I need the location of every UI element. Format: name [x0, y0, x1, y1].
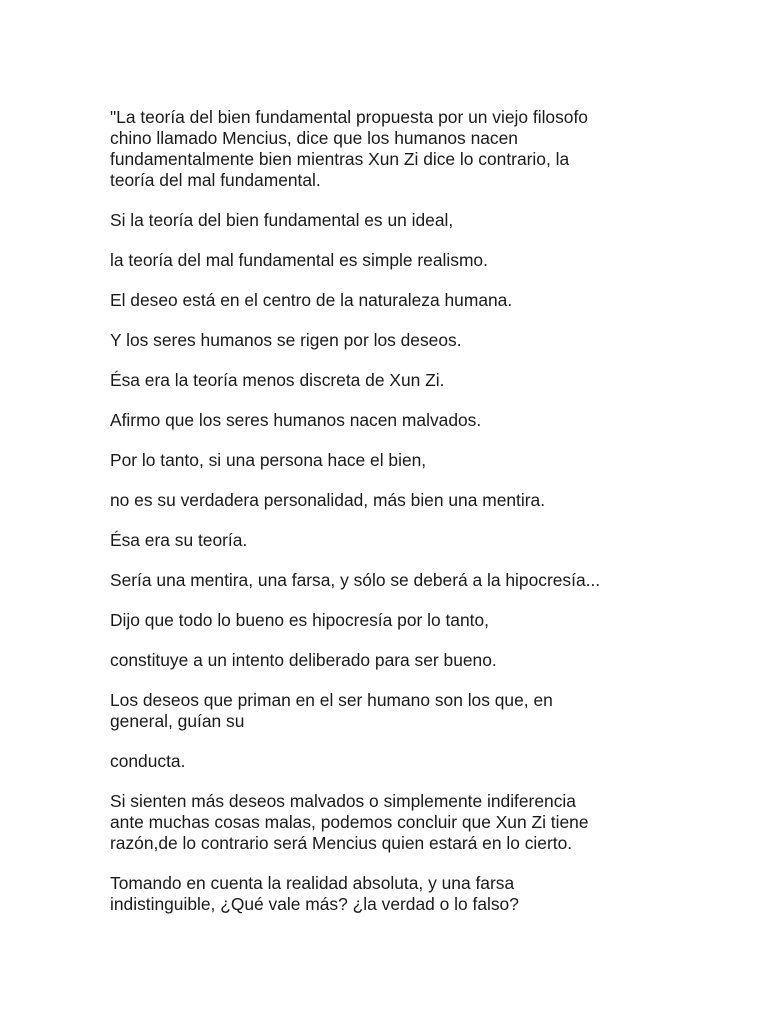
text-line: Ésa era su teoría. [110, 530, 248, 550]
text-line: Si la teoría del bien fundamental es un ideal, [110, 210, 454, 230]
text-line: no es su verdadera personalidad, más bien una mentira. [110, 490, 546, 510]
paragraph-9 [110, 490, 670, 511]
text-line: chino llamado Mencius, dice que los humanos nacen [110, 128, 518, 148]
paragraph-10 [110, 530, 670, 551]
paragraph-15 [110, 751, 670, 772]
text-line: Si sienten más deseos malvados o simplemente indiferencia [110, 791, 576, 811]
text-line: Los deseos que priman en el ser humano son los que, en [110, 690, 553, 710]
text-line: "La teoría del bien fundamental propuesta por un viejo filosofo [110, 107, 588, 127]
paragraph-14 [110, 690, 670, 732]
text-line: fundamentalmente bien mientras Xun Zi dice lo contrario, la [110, 149, 570, 169]
paragraph-8 [110, 450, 670, 471]
text-line: general, guían su [110, 711, 245, 731]
text-line: Sería una mentira, una farsa, y sólo se deberá a la hipocresía... [110, 570, 601, 590]
text-line: ante muchas cosas malas, podemos concluir que Xun Zi tiene [110, 812, 589, 832]
paragraph-13 [110, 650, 670, 671]
paragraph-7 [110, 410, 670, 431]
paragraph-3 [110, 250, 670, 271]
paragraph-16 [110, 791, 670, 854]
text-line: Ésa era la teoría menos discreta de Xun Zi. [110, 370, 445, 390]
text-line: Afirmo que los seres humanos nacen malvados. [110, 410, 482, 430]
paragraph-4 [110, 290, 670, 311]
text-line: Y los seres humanos se rigen por los deseos. [110, 330, 462, 350]
text-line: conducta. [110, 751, 186, 771]
paragraph-12 [110, 610, 670, 631]
text-line: teoría del mal fundamental. [110, 170, 321, 190]
text-line: El deseo está en el centro de la naturaleza humana. [110, 290, 513, 310]
paragraph-6 [110, 370, 670, 391]
text-line: Por lo tanto, si una persona hace el bien, [110, 450, 427, 470]
paragraph-11 [110, 570, 670, 591]
paragraph-1 [110, 107, 670, 191]
text-line: indistinguible, ¿Qué vale más? ¿la verdad o lo falso? [110, 894, 519, 914]
text-line: razón,de lo contrario será Mencius quien estará en lo cierto. [110, 833, 573, 853]
text-line: Tomando en cuenta la realidad absoluta, y una farsa [110, 873, 515, 893]
text-line: Dijo que todo lo bueno es hipocresía por lo tanto, [110, 610, 489, 630]
paragraph-17 [110, 873, 670, 915]
paragraph-2 [110, 210, 670, 231]
document-body [110, 107, 670, 934]
text-line: constituye a un intento deliberado para ser bueno. [110, 650, 497, 670]
text-line: la teoría del mal fundamental es simple realismo. [110, 250, 488, 270]
paragraph-5 [110, 330, 670, 351]
